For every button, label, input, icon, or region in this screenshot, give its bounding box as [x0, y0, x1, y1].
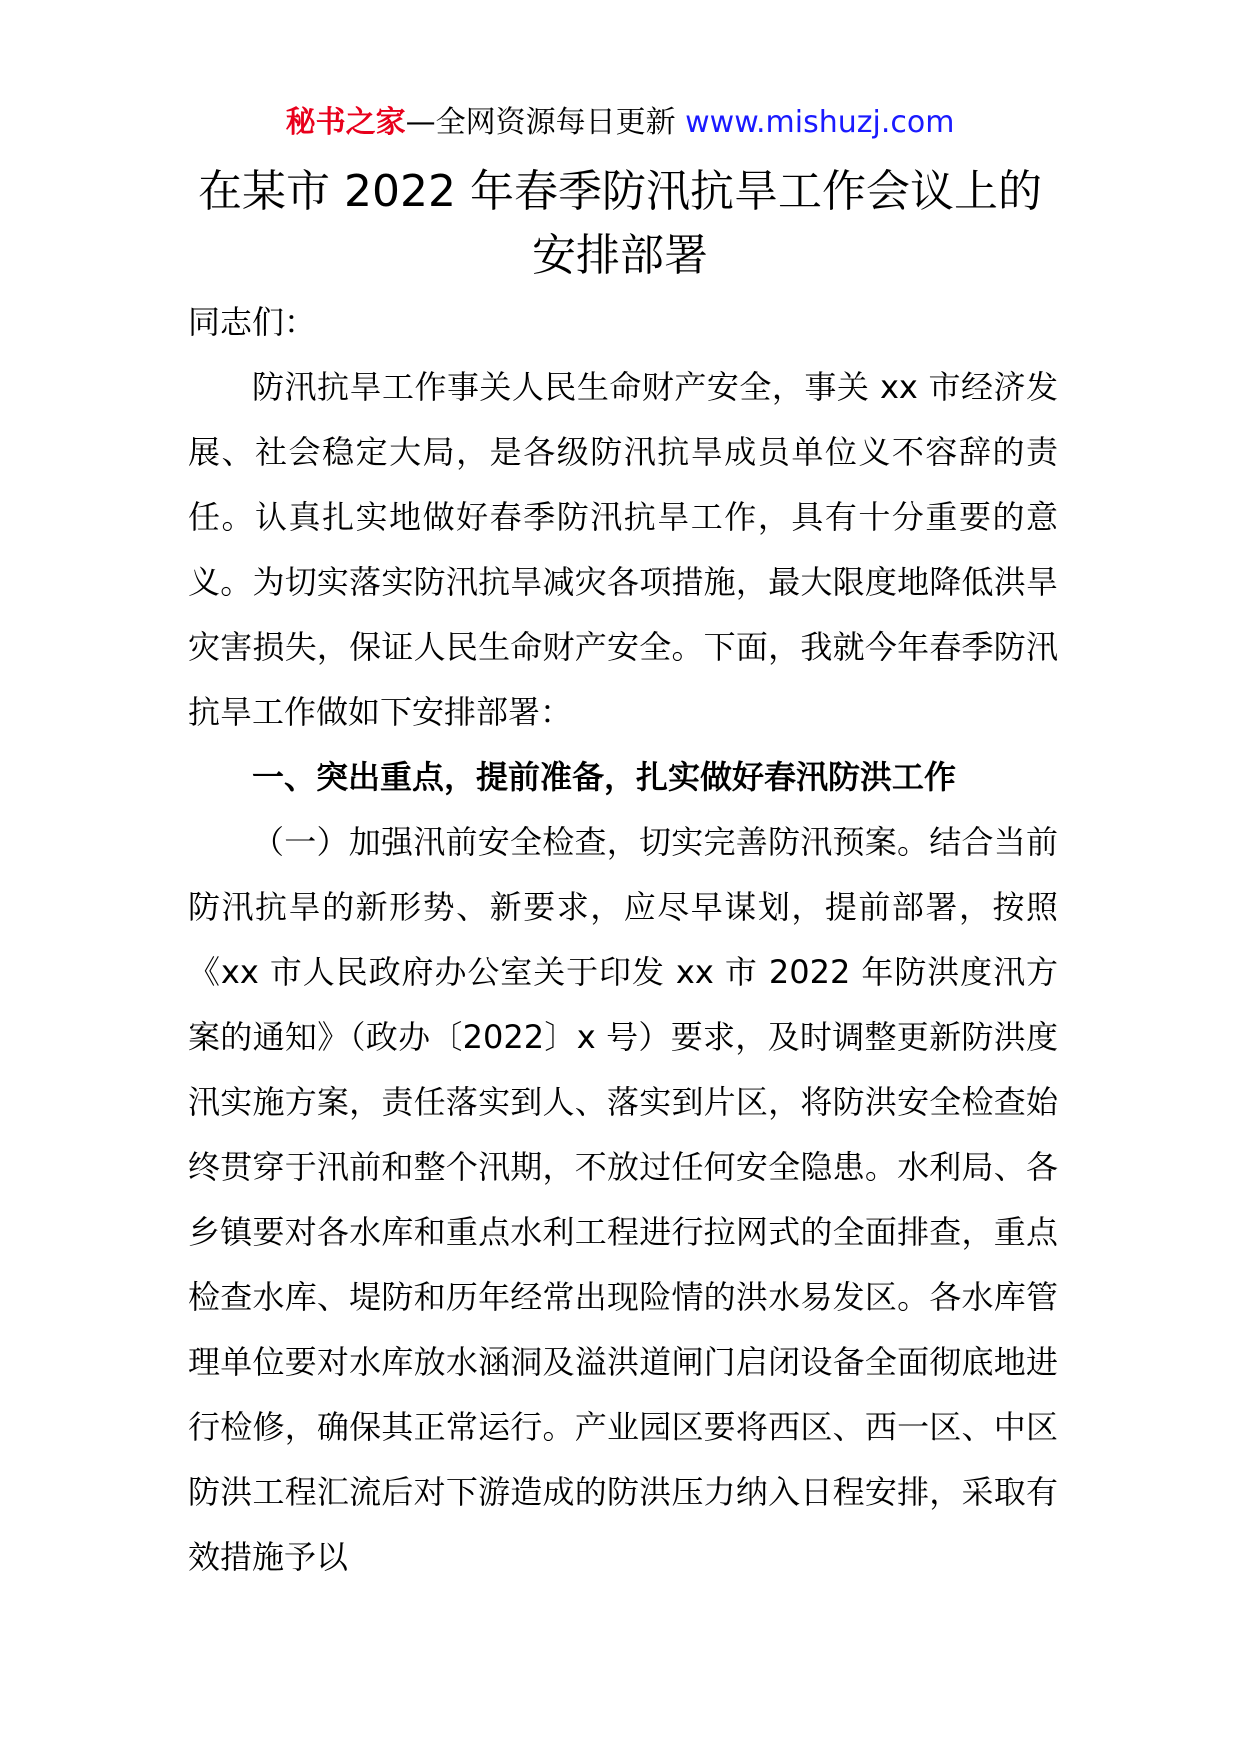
document-title — [150, 160, 1090, 288]
paragraph-intro: 防汛抗旱工作事关人民生命财产安全，事关 xx 市经济发展、社会稳定大局，是各级防汛抗旱成员单位义不容辞的责任。认真扎实地做好春季防汛抗旱工作，具有十分重要的意义。为切实落实防汛抗旱减灾各项措施，最大限度地降低洪旱灾害损失，保证人民生命财产安全。下面，我就今年春季防汛抗旱工作做如下安排部署： — [188, 368, 1058, 731]
website-link[interactable]: www.mishuzj.com — [685, 105, 955, 140]
header-tagline: —全网资源每日更新 — [405, 105, 686, 140]
paragraph-section-1-1: （一）加强汛前安全检查，切实完善防汛预案。结合当前防汛抗旱的新形势、新要求，应尽早谋划，提前部署，按照《xx 市人民政府办公室关于印发 xx 市 2022 年防洪度汛方案的通知》（政办〔2022〕x 号）要求，及时调整更新防洪度汛实施方案，责任落实到人、落实到片区，将防洪安全检查始终贯穿于汛前和整个汛期，不放过任何安全隐患。水利局、各乡镇要对各水库和重点水利工程进行拉网式的全面排查，重点检查水库、堤防和历年经常出现险情的洪水易发区。各水库管理单位要对水库放水涵洞及溢洪道闸门启闭设备全面彻底地进行检修，确保其正常运行。产业园区要将西区、西一区、中区防洪工程汇流后对下游造成的防洪压力纳入日程安排，采取有效措施予以 — [188, 823, 1058, 1576]
document-body — [188, 290, 1058, 1590]
salutation: 同志们： — [188, 303, 317, 341]
brand-name: 秘书之家 — [285, 105, 406, 140]
site-header — [0, 100, 1240, 146]
section-heading-1: 一、突出重点，提前准备，扎实做好春汛防洪工作 — [252, 758, 957, 796]
title-line-2: 安排部署 — [532, 230, 708, 281]
title-line-1: 在某市 2022 年春季防汛抗旱工作会议上的 — [198, 166, 1042, 217]
